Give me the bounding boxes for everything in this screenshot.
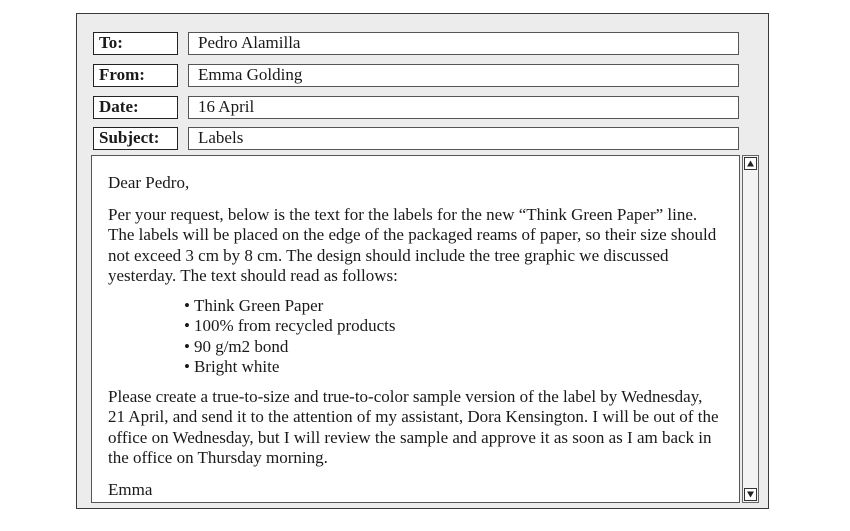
- subject-field[interactable]: Labels: [188, 127, 739, 150]
- subject-row: [93, 127, 739, 150]
- from-row: [93, 64, 739, 87]
- scroll-up-button[interactable]: [744, 157, 757, 170]
- list-item: • Bright white: [184, 357, 721, 378]
- to-row: [93, 32, 739, 55]
- to-label: To:: [93, 32, 178, 55]
- list-item: • 100% from recycled products: [184, 316, 721, 337]
- triangle-down-icon: [746, 490, 755, 499]
- label-text-list: [184, 296, 721, 378]
- message-paragraph-2: Please create a true-to-size and true-to-color sample version of the label by Wednesday, 21 April, and send it to the attention of my assistant, Dora Kensington. I will be out of the office on Wednesday, but I will review the sample and approve it as soon as I am back in the office on Thursday morning.: [108, 386, 719, 467]
- message-signature: Emma: [108, 479, 153, 499]
- message-greeting: Dear Pedro,: [108, 173, 190, 192]
- date-row: [93, 96, 739, 119]
- list-item: • Think Green Paper: [184, 296, 721, 317]
- message-body[interactable]: [91, 155, 740, 503]
- subject-label: Subject:: [93, 127, 178, 150]
- from-label: From:: [93, 64, 178, 87]
- to-field[interactable]: Pedro Alamilla: [188, 32, 739, 55]
- vertical-scrollbar[interactable]: [742, 155, 759, 503]
- message-paragraph-1: Per your request, below is the text for the labels for the new “Think Green Paper” line. The labels will be placed on the edge of the packaged reams of paper, so their size should not exceed 3 cm by 8 cm. The design should include the tree graphic we discussed yesterday. The text should read as follows:: [108, 204, 717, 285]
- scroll-down-button[interactable]: [744, 488, 757, 501]
- triangle-up-icon: [746, 159, 755, 168]
- email-window: [76, 13, 769, 509]
- list-item: • 90 g/m2 bond: [184, 337, 721, 358]
- from-field[interactable]: Emma Golding: [188, 64, 739, 87]
- date-label: Date:: [93, 96, 178, 119]
- date-field[interactable]: 16 April: [188, 96, 739, 119]
